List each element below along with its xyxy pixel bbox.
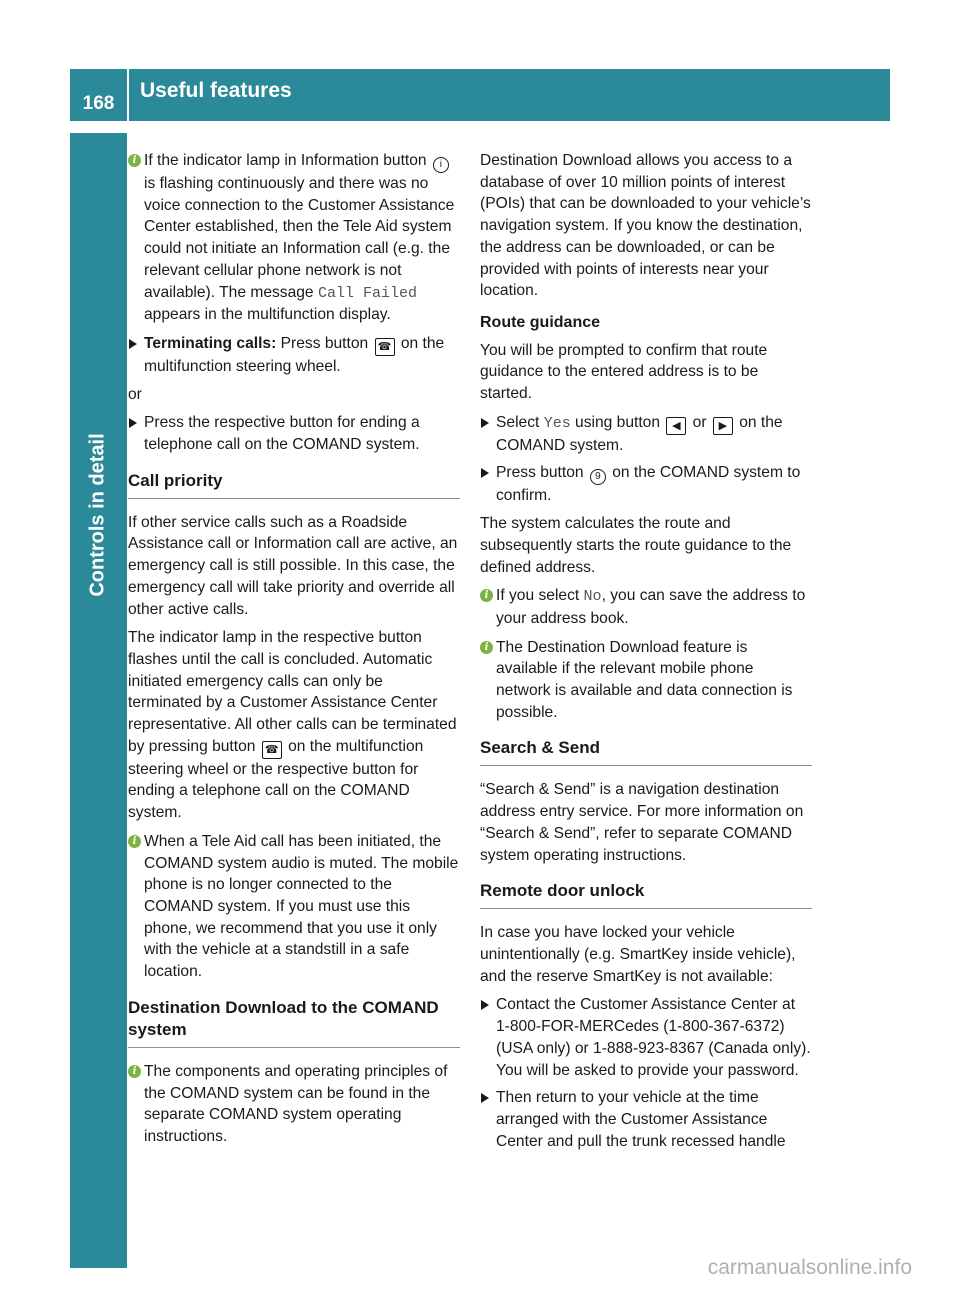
step-text: Press button (276, 334, 373, 352)
step-comand-end-call (128, 412, 460, 455)
note-availability (480, 637, 812, 724)
note-text: When a Tele Aid call has been initiated, the COMAND system audio is muted. The mobile phone is no longer connected to the COMAND system. If you must use this phone, we recommend that you use it only with the vehicle at a standstill in a safe location. (144, 832, 459, 981)
note-components (128, 1061, 460, 1148)
step-arrow-icon (129, 339, 137, 349)
step-arrow-icon (129, 418, 137, 428)
left-column (128, 150, 460, 1155)
heading-route-guidance: Route guidance (480, 313, 601, 331)
header-divider (127, 69, 129, 121)
note-text: The components and operating principles of the COMAND system can be found in the separate COMAND system operating instructions. (144, 1062, 448, 1145)
watermark: carmanualsonline.info (707, 1256, 912, 1279)
heading-search-send: Search & Send (480, 737, 812, 766)
step-arrow-icon (481, 468, 489, 478)
side-bar (70, 133, 127, 1268)
step-text: on the multifunction steering wheel. (144, 334, 445, 375)
step-text: Contact the Customer Assistance Center at 1-800-FOR-MERCedes (1-800-367-6372) (USA only) or 1-888-923-8367 (Canada only). You will be asked to provide your password. (496, 996, 811, 1079)
step-text: Press button (496, 464, 588, 482)
step-select-yes (480, 412, 812, 457)
info-icon: i (480, 589, 493, 602)
step-return-vehicle (480, 1087, 812, 1152)
display-option: No (583, 588, 602, 606)
step-arrow-icon (481, 1000, 489, 1010)
heading-call-priority: Call priority (128, 470, 460, 499)
paragraph-text: on the multifunction steering wheel or the respective button for ending a telephone call on the COMAND system. (128, 737, 424, 822)
step-text: Then return to your vehicle at the time arranged with the Customer Assistance Center and pull the trunk recessed handle (496, 1089, 786, 1150)
info-icon: i (480, 641, 493, 654)
note-tele-aid (128, 831, 460, 983)
heading-destination-download: Destination Download to the COMAND system (128, 997, 460, 1048)
info-icon: i (128, 1065, 141, 1078)
note-text: , you can save the address to your address book. (496, 587, 806, 627)
note-info-lamp (128, 150, 460, 326)
paragraph: “Search & Send” is a navigation destination address entry service. For more information on “Search & Send”, refer to separate COMAND system operating instructions. (480, 781, 804, 864)
left-arrow-button-icon: ◀ (666, 417, 686, 435)
info-icon: i (128, 154, 141, 167)
step-confirm (480, 462, 812, 507)
right-arrow-button-icon: ▶ (713, 417, 733, 435)
note-text: If you select (496, 587, 584, 605)
display-option: Yes (543, 414, 571, 432)
paragraph (128, 627, 460, 824)
step-text: on the COMAND system. (496, 413, 783, 454)
paragraph: Destination Download allows you access to a database of over 10 million points of interest (POIs) that can be downloaded to your vehicle’s navigation system. If you know the destination, the address can be downloaded, or can be provided with points of interests near your location. (480, 152, 811, 300)
step-terminating-calls (128, 333, 460, 378)
display-message: Call Failed (317, 284, 417, 302)
page-number: 168 (82, 93, 115, 114)
right-column (480, 150, 812, 1158)
note-text: The Destination Download feature is available if the relevant mobile phone network is available and data connection is possible. (496, 638, 793, 721)
paragraph: You will be prompted to confirm that route guidance to the entered address is to be started. (480, 341, 768, 403)
heading-remote-door-unlock: Remote door unlock (480, 880, 812, 909)
note-text: is flashing continuously and there was no voice connection to the Customer Assistance Center established, then the Tele Aid system could not initiate an Information call (e.g. the relevant cellular phone network is not available). The message (144, 175, 455, 301)
phone-end-icon: ☎ (262, 741, 282, 759)
note-text: If the indicator lamp in Information button (144, 152, 431, 169)
info-button-icon: i (433, 157, 449, 173)
phone-end-icon: ☎ (375, 338, 395, 356)
paragraph-text: The indicator lamp in the respective button flashes until the call is concluded. Automatic initiated emergency calls can only be terminated by a Customer Assistance Center representative. All other calls can be terminated by pressing button (128, 629, 457, 755)
info-icon: i (128, 835, 141, 848)
note-select-no (480, 585, 812, 629)
step-text: Press the respective button for ending a telephone call on the COMAND system. (144, 414, 420, 454)
step-text: using button (570, 413, 665, 431)
paragraph: If other service calls such as a Roadside Assistance call or Information call are active, an emergency call is still possible. In this case, the emergency call will take priority and override all other active calls. (128, 513, 458, 618)
paragraph: In case you have locked your vehicle unintentionally (e.g. SmartKey inside vehicle), and the reserve SmartKey is not available: (480, 924, 796, 985)
step-contact-center (480, 994, 812, 1081)
ok-button-icon: 9 (590, 469, 606, 485)
step-text: Select (496, 413, 544, 431)
step-label: Terminating calls: (144, 334, 277, 352)
step-text: on the COMAND system to confirm. (496, 464, 801, 505)
note-text: appears in the multifunction display. (144, 306, 391, 324)
section-title: Useful features (140, 79, 292, 102)
paragraph: The system calculates the route and subsequently starts the route guidance to the defined address. (480, 515, 792, 576)
or-text: or (128, 385, 142, 403)
step-text: or (688, 413, 711, 431)
side-label: Controls in detail (86, 433, 109, 597)
step-arrow-icon (481, 418, 489, 428)
step-arrow-icon (481, 1093, 489, 1103)
